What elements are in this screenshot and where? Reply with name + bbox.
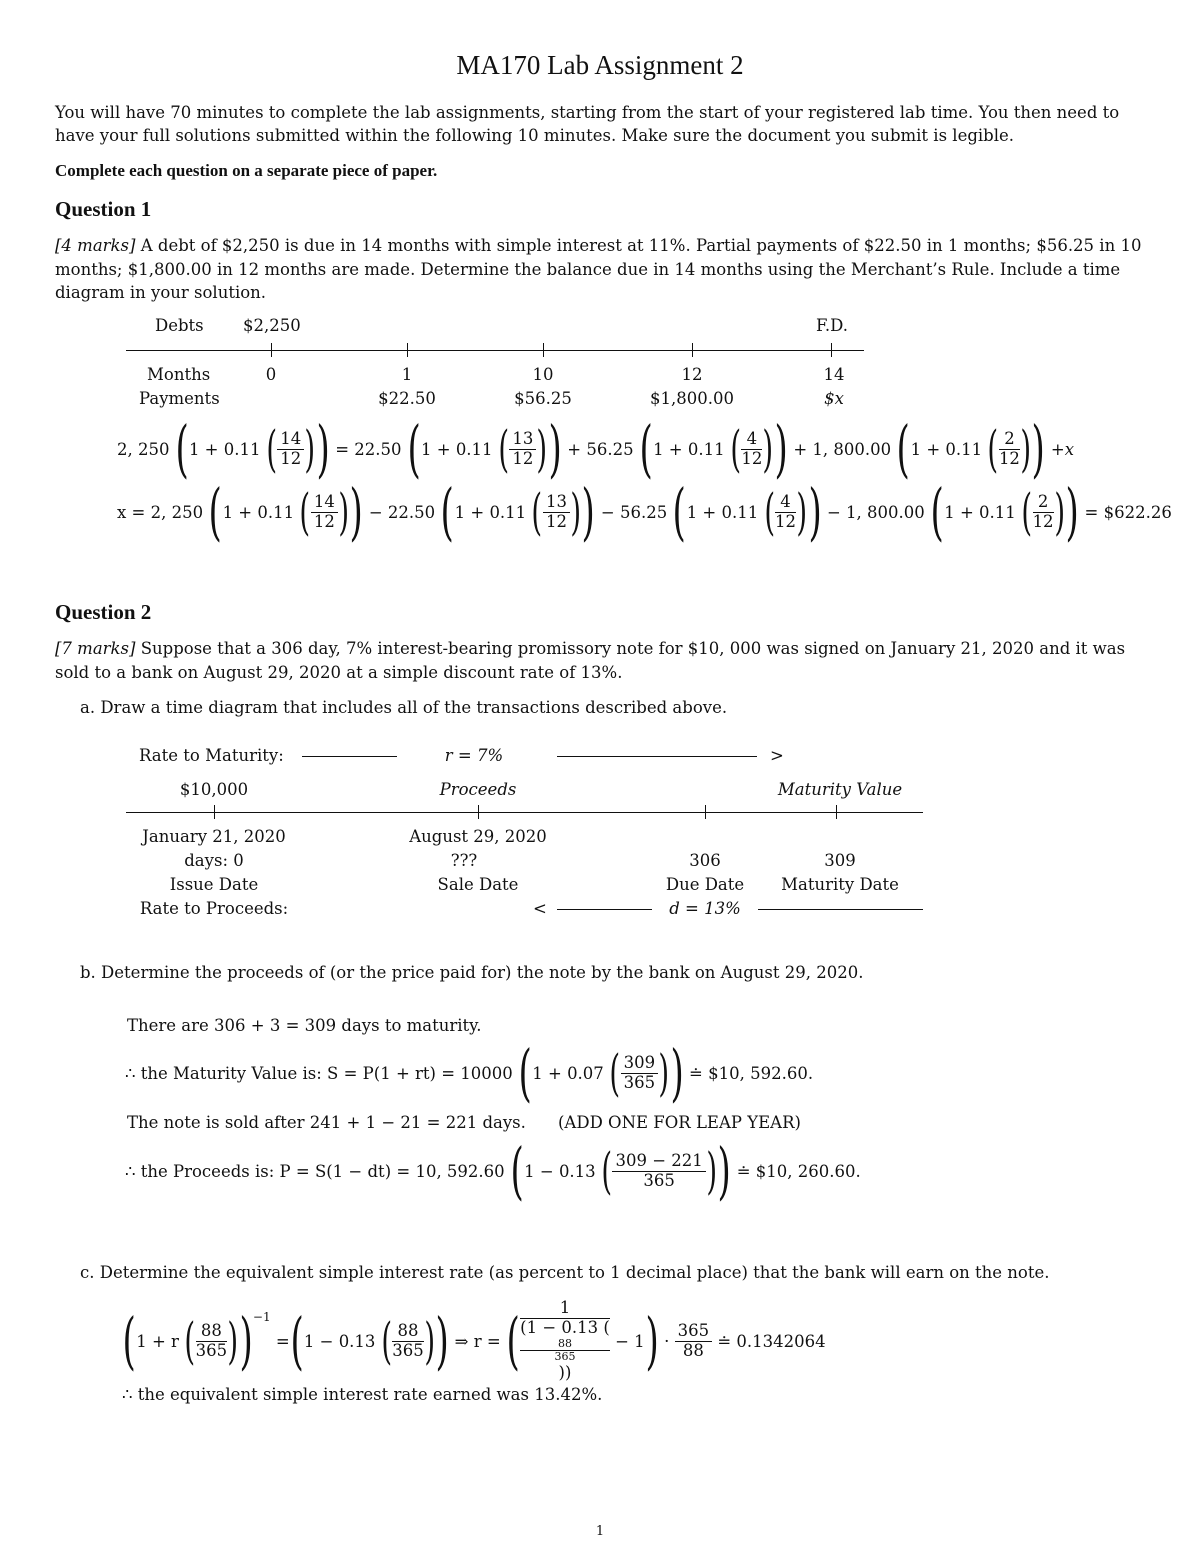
- due-days: 306: [689, 851, 721, 870]
- maturity-arrow-line-left: [302, 756, 397, 757]
- fraction: $\frac{309 - 221}{365}$: [612, 1152, 705, 1191]
- q2-part-b: b. Determine the proceeds of (or the price paid for) the note by the bank on August 29, 2020.: [80, 963, 864, 982]
- eq1-term4: 1 + 0.11: [910, 439, 983, 459]
- month-1: 1: [401, 365, 413, 384]
- issue-days: days: 0: [184, 851, 244, 870]
- c-big-fraction: 1 (1 − 0.13 ( 88 365 )): [520, 1297, 610, 1383]
- sale-date-value: August 29, 2020: [409, 827, 547, 846]
- q1-equation-2: x = 2, 250 ( 1 + 0.11 ( $\frac{14}{12}$ ) ) − 22.50 ( 1 + 0.11 ( $\frac{13}{12}$ ) ) − 56.25 ( 1 + 0.11 ( $\frac{4}{12}$ ) ) − 1, 800.00 ( 1 + 0.11 ( $\frac{2}{12}$ ) ) = $622.26: [117, 475, 1172, 548]
- fraction: $\frac{88}{365}$: [195, 1320, 228, 1360]
- b-leap-year-note: (ADD ONE FOR LEAP YEAR): [558, 1113, 801, 1132]
- fraction: $\frac{13}{12}$: [543, 493, 570, 532]
- b-line-4-inner: 1 − 0.13: [524, 1161, 596, 1181]
- q1-text-3: diagram in your solution.: [55, 283, 267, 302]
- eq2-minus3: − 1, 800.00: [826, 502, 925, 522]
- fraction: $\frac{309}{365}$: [621, 1054, 659, 1093]
- instruction: Complete each question on a separate piece of paper.: [55, 161, 438, 180]
- principal-label: $10,000: [179, 780, 249, 799]
- payments-label: Payments: [139, 389, 220, 408]
- rate-to-proceeds-label: Rate to Proceeds:: [139, 899, 289, 918]
- payment-3: $1,800.00: [650, 389, 734, 408]
- tick-12: [692, 343, 693, 357]
- payment-2: $56.25: [514, 389, 572, 408]
- c-minus-one: − 1: [615, 1331, 645, 1351]
- b-line-4-result: ≐ $10, 260.60.: [736, 1161, 861, 1181]
- q1-equation-1: 2, 250 ( 1 + 0.11 ( $\frac{14}{12}$ ) ) = 22.50 ( 1 + 0.11 ( $\frac{13}{12}$ ) ) + 56.25 ( 1 + 0.11 ( $\frac{4}{12}$ ) ) + 1, 800.00 ( 1 + 0.11 ( $\frac{2}{12}$ ) ) +x: [117, 412, 1075, 485]
- c-equals: =: [275, 1331, 290, 1351]
- debts-label: Debts: [155, 316, 204, 335]
- maturity-value-label: Maturity Value: [777, 780, 903, 799]
- issue-date-value: January 21, 2020: [142, 827, 286, 846]
- month-14: 14: [823, 365, 845, 384]
- eq2-result: = $622.26: [1084, 502, 1172, 522]
- fraction: $\frac{365}{88}$: [675, 1322, 713, 1361]
- c-result: ≐ 0.1342064: [717, 1331, 826, 1351]
- eq2-term3: 1 + 0.11: [686, 502, 759, 522]
- month-10: 10: [532, 365, 554, 384]
- page-title: MA170 Lab Assignment 2: [456, 50, 744, 80]
- fraction: $\frac{4}{12}$: [741, 428, 763, 468]
- b-maturity-value-equation: ∴ the Maturity Value is: S = P(1 + rt) = 10000 ( 1 + 0.07 ( $\frac{309}{365}$ ) ) ≐ $10, 592.60.: [125, 1036, 814, 1109]
- intro-line-2: have your full solutions submitted within the following 10 minutes. Make sure the document you submit is legible.: [55, 126, 1015, 145]
- maturity-days: 309: [824, 851, 856, 870]
- c-rhs-inner: 1 − 0.13: [303, 1331, 376, 1351]
- intro-line-1: You will have 70 minutes to complete the lab assignments, starting from the start of your registered lab time. You then need to: [55, 103, 1120, 122]
- c-implies: ⇒ r =: [454, 1331, 501, 1351]
- eq1-lhs: 2, 250: [117, 439, 170, 459]
- q2-marks: [7 marks]: [55, 639, 136, 658]
- c-dot: ·: [664, 1331, 670, 1351]
- fraction: $\frac{4}{12}$: [775, 491, 797, 531]
- month-12: 12: [681, 365, 703, 384]
- b-line-1: There are 306 + 3 = 309 days to maturity.: [127, 1016, 482, 1035]
- q2-text-1: [55, 639, 1125, 658]
- question-1-heading: Question 1: [55, 197, 152, 221]
- proceeds-arrow-line-right: [758, 909, 923, 910]
- fraction: $\frac{14}{12}$: [311, 493, 338, 532]
- fd-label: F.D.: [816, 316, 849, 335]
- d-label: d = 13%: [669, 899, 741, 918]
- b-line-2-pre: ∴ the Maturity Value is: S = P(1 + rt) = 10000: [125, 1063, 513, 1083]
- b-line-4-pre: ∴ the Proceeds is: P = S(1 − dt) = 10, 592.60: [125, 1161, 505, 1181]
- fraction: $\frac{14}{12}$: [277, 430, 304, 469]
- page-number: 1: [595, 1524, 605, 1539]
- eq1-term2: 1 + 0.11: [421, 439, 493, 459]
- q2-text-1-body: Suppose that a 306 day, 7% interest-bearing promissory note for $10, 000 was signed on January 21, 2020 and it was: [140, 639, 1126, 658]
- tick-issue: [214, 805, 215, 819]
- q1-timeline: [126, 350, 864, 351]
- tick-sale: [478, 805, 479, 819]
- c-conclusion: ∴ the equivalent simple interest rate earned was 13.42%.: [122, 1385, 603, 1404]
- months-label: Months: [147, 365, 211, 384]
- b-line-2-inner: 1 + 0.07: [532, 1063, 604, 1083]
- tick-1: [407, 343, 408, 357]
- debt-value: $2,250: [243, 316, 301, 335]
- due-date-label: Due Date: [665, 875, 745, 894]
- tick-0: [271, 343, 272, 357]
- b-line-2-result: ≐ $10, 592.60.: [689, 1063, 814, 1083]
- tick-due: [705, 805, 706, 819]
- eq1-term3: 1 + 0.11: [653, 439, 725, 459]
- proceeds-arrow-line-left: [557, 909, 652, 910]
- fraction: $\frac{2}{12}$: [998, 428, 1020, 468]
- eq1-plus2: + 56.25: [567, 439, 634, 459]
- payment-x: $x: [824, 389, 844, 408]
- arrow-left: <: [533, 899, 547, 918]
- eq1-tail: +x: [1050, 439, 1075, 459]
- eq1-plus3: + 1, 800.00: [793, 439, 892, 459]
- rate-to-maturity-label: Rate to Maturity:: [139, 746, 284, 765]
- tick-14: [831, 343, 832, 357]
- q2-part-c: c. Determine the equivalent simple interest rate (as percent to 1 decimal place) that the bank will earn on the note.: [80, 1263, 1050, 1282]
- tick-10: [543, 343, 544, 357]
- payment-1: $22.50: [378, 389, 436, 408]
- q1-marks: [4 marks]: [55, 236, 136, 255]
- maturity-arrow-line-right: [557, 756, 757, 757]
- eq2-lhs: x = 2, 250: [117, 502, 204, 522]
- q1-text-2: months; $1,800.00 in 12 months are made. Determine the balance due in 14 months using the Merchant’s Rule. Include a time: [55, 260, 1121, 279]
- q2-part-a: a. Draw a time diagram that includes all of the transactions described above.: [80, 698, 728, 717]
- eq2-minus2: − 56.25: [600, 502, 668, 522]
- q1-text-1: [55, 236, 1141, 255]
- eq2-term4: 1 + 0.11: [944, 502, 1016, 522]
- issue-date-label: Issue Date: [169, 875, 259, 894]
- arrow-right: >: [770, 746, 784, 765]
- eq2-term2: 1 + 0.11: [454, 502, 527, 522]
- fraction: $\frac{88}{365}$: [392, 1320, 424, 1360]
- question-2-heading: Question 2: [55, 600, 152, 624]
- eq1-equals: = 22.50: [335, 439, 402, 459]
- fraction: $\frac{2}{12}$: [1032, 491, 1054, 531]
- q1-text-1-body: A debt of $2,250 is due in 14 months with simple interest at 11%. Partial payments of $22.50 in 1 months; $56.25 in 10: [140, 236, 1142, 255]
- b-proceeds-equation: ∴ the Proceeds is: P = S(1 − dt) = 10, 592.60 ( 1 − 0.13 ( $\frac{309 - 221}{365}$ ) ) ≐ $10, 260.60.: [125, 1134, 861, 1207]
- tick-maturity: [836, 805, 837, 819]
- eq2-term1: 1 + 0.11: [222, 502, 295, 522]
- c-equation: ( 1 + r ( $\frac{88}{365}$ ) ) $^{-1}$ = ( 1 − 0.13 ( $\frac{88}{365}$ ) ) ⇒ r = ( 1 (1 − 0.13 ( 88 365 )) − 1 ) · $\frac{365}{88}$ ≐ 0.1342064: [122, 1297, 826, 1383]
- q2-text-2: sold to a bank on August 29, 2020 at a simple discount rate of 13%.: [55, 663, 623, 682]
- eq2-minus1: − 22.50: [368, 502, 436, 522]
- sale-date-label: Sale Date: [437, 875, 519, 894]
- b-line-3: The note is sold after 241 + 1 − 21 = 221 days.: [127, 1113, 526, 1132]
- proceeds-label: Proceeds: [439, 780, 517, 799]
- fraction: $\frac{13}{12}$: [509, 430, 536, 469]
- sale-days: ???: [450, 851, 478, 870]
- r-label: r = 7%: [444, 746, 504, 765]
- maturity-date-label: Maturity Date: [781, 875, 899, 894]
- q2-timeline: [126, 812, 923, 813]
- c-lhs-inner: 1 + r: [136, 1331, 179, 1351]
- eq1-term1: 1 + 0.11: [188, 439, 261, 459]
- c-exponent: −1: [252, 1310, 271, 1324]
- month-0: 0: [265, 365, 277, 384]
